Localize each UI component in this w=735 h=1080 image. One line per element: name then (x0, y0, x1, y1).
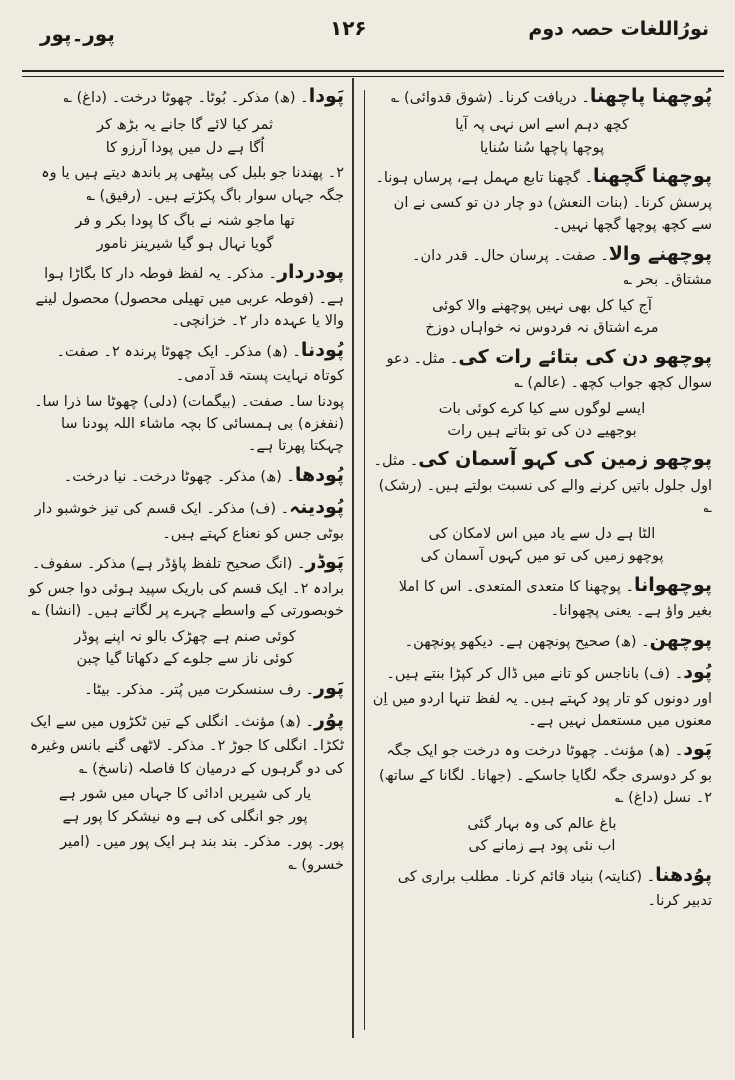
verse-block (372, 114, 712, 159)
verse-line: یار کی شیریں ادائی کا جہاں میں شور ہے (58, 786, 312, 803)
entry-definition: ۲۔ پھندنا جو بلبل کی پیٹھی پر باندھ دیتے ہیں یا وہ جگہ جہاں سوار باگ پکڑتے ہیں۔ (رفیق) ؎ (41, 165, 344, 204)
entry-headword: پوُر (314, 709, 344, 732)
entry-headword: پَوڈر (305, 551, 344, 574)
verse-block (26, 626, 344, 671)
entry-headword: پوچھنا گچھنا (593, 165, 712, 188)
entry-definition: پور۔ پور۔ مذکر۔ بند بند ہر ایک پور میں۔ (امیر خسرو) ؎ (60, 834, 344, 873)
page-header-entry-range: پور۔پور (40, 22, 115, 46)
dictionary-entry (26, 82, 344, 111)
entry-headword: پَود (683, 738, 712, 761)
entry-headword: پوچھو دن کی بتائے رات کی (458, 345, 712, 368)
verse-block (372, 398, 712, 443)
verse-line: کوئی صنم ہے چھڑک بالو نہ اپنے پوڈر (74, 628, 296, 645)
entry-headword: پَور (314, 676, 344, 699)
dictionary-entry (372, 445, 712, 519)
entry-headword: پُودنا (300, 338, 344, 361)
entry-definition: ۔ (ھ) مذکر۔ ایک چھوٹا پرندہ ۲۔ صفت۔ کوتاہ نہایت پستہ قد آدمی۔ (56, 343, 344, 385)
dictionary-entry (26, 461, 344, 490)
verse-line: باغ عالم کی وہ بہار گئی (467, 815, 617, 832)
column-divider-inner (364, 90, 365, 1030)
entry-headword: پوچھو زمین کی کہو آسمان کی (418, 448, 712, 471)
dictionary-entry (372, 658, 712, 732)
verse-line: پور جو انگلی کی ہے وہ نیشکر کا پور ہے (62, 808, 308, 825)
entry-definition: ۔ مثل۔ دعو سوال کچھ جواب کچھ۔ (عالم) ؎ (386, 350, 712, 392)
verse-line: تھا ماجو شنہ نے باگ کا پودا بکر و فر (75, 213, 295, 230)
verse-line: کچھ دہم اسے اس نہی پہ آیا (455, 117, 629, 134)
header-rule (22, 70, 724, 72)
dictionary-entry (372, 343, 712, 395)
dictionary-entry (372, 735, 712, 809)
verse-line: ثمر کیا لائے گا جانے یہ بڑھ کر (96, 117, 273, 134)
entry-headword: پُودینہ (289, 496, 344, 519)
dictionary-entry (372, 571, 712, 623)
entry-definition: ۔ مذکر۔ یہ لفظ فوطہ دار کا بگاڑا ہوا ہے۔ (فوطہ عربی میں تھیلی محصول) محصول لینے والا یا عہدہ دار ۲۔ خزانچی۔ (35, 266, 344, 330)
verse-line: الٹا ہے دل سے یاد میں اس لامکان کی (428, 525, 656, 542)
dictionary-entry (26, 674, 344, 703)
dictionary-entry (372, 82, 712, 111)
verse-block (372, 813, 712, 858)
entry-headword: پوچھوانا (634, 573, 712, 596)
entry-headword: پوُدھنا (655, 863, 712, 886)
verse-line: اُگا ہے دل میں پودا آرزو کا (105, 139, 265, 156)
dictionary-entry (26, 831, 344, 876)
entry-definition: ۔ (انگ صحیح تلفظ پاؤڈر ہے) مذکر۔ سفوف۔ برادہ ۲۔ ایک قسم کی باریک سپید ہوئی دوا جس کو خوبصورتی کے واسطے چہرے پر لگاتے ہیں۔ (انشا) ؎ (28, 556, 344, 620)
page-header-book-title: نورُاللغات حصہ دوم (528, 18, 709, 40)
verse-block (26, 114, 344, 159)
dictionary-entry (372, 240, 712, 292)
verse-line: گویا نہال ہو گیا شیرینز نامور (96, 235, 274, 252)
dictionary-entry (26, 336, 344, 388)
entry-definition: ۔ (ھ) مذکر۔ چھوٹا درخت۔ نیا درخت۔ (63, 468, 295, 485)
entry-headword: پُود (683, 661, 712, 684)
entry-definition: ۔ (ھ) مؤنث۔ انگلی کے تین ٹکڑوں میں سے ایک ٹکڑا۔ انگلی کا جوڑ ۲۔ مذکر۔ لاٹھی گنے بانس وغیرہ کی دو گرہوں کے درمیان کا فاصلہ (ناسخ) ؎ (29, 714, 344, 777)
header-rule-thin (22, 76, 724, 77)
entry-headword: پوچھن (649, 628, 712, 651)
entry-definition: ۔ پوچھنا کا متعدی المتعدی۔ اس کا املا بغیر واؤ ہے۔ یعنی پچھوانا۔ (398, 578, 712, 620)
verse-block (26, 210, 344, 255)
dictionary-entry (26, 258, 344, 332)
verse-line: پوچھا پاچھا سُنا سُنایا (479, 139, 605, 156)
entry-definition: ۔ مثل۔ اول جلول باتیں کرنے والے کی نسبت بولتے ہیں۔ (رشک) ؎ (373, 453, 712, 517)
entry-definition: پودنا سا۔ صفت۔ (بیگمات) (دلی) چھوٹا سا ذرا سا۔ (نفغزہ) بی ہمسائی کا بچہ ماشاء اللہ پودنا سا چہکتا پھرتا ہے۔ (34, 393, 344, 455)
entry-definition: ۔ گچھنا تابع مہمل ہے، پرساں ہونا۔ پرسش کرنا۔ (بنات النعش) دو چار دن تو کسی نے ان سے کچھ پوچھا گچھا نہیں۔ (375, 170, 712, 234)
entry-definition: ۔ (ف) باناجس کو تانے میں ڈال کر کپڑا بنتے ہیں۔ اور دونوں کو تار پود کہتے ہیں۔ یہ لفظ تنہا اردو میں اِن معنوں میں مستعمل نہیں ہے۔ (372, 666, 712, 729)
entry-definition: ۔ دریافت کرنا۔ (شوق قدوائی) ؎ (390, 90, 590, 106)
entry-definition: ۔ (ھ) مذکر۔ بُوٹا۔ چھوٹا درخت۔ (داغ) ؎ (63, 90, 309, 106)
verse-line: آج کیا کل بھی نہیں پوچھنے والا کوئی (432, 297, 652, 314)
verse-line: کوئی ناز سے جلوے کے دکھاتا گیا چبن (76, 651, 294, 668)
entry-definition: ۔ صفت۔ پرسان حال۔ قدر دان۔ مشتاق۔ بحر ؎ (411, 247, 712, 289)
right-column (372, 82, 712, 916)
verse-line: پوچھو زمیں کی تو میں کہوں آسمان کی (420, 548, 664, 565)
dictionary-entry (26, 548, 344, 622)
dictionary-entry (26, 162, 344, 207)
verse-block (372, 523, 712, 568)
left-column (26, 82, 344, 879)
page-number: ۱۲۶ (330, 16, 367, 40)
entry-definition: ۔ (ف) مذکر۔ ایک قسم کی تیز خوشبو دار بوٹی جس کو نعناع کہتے ہیں۔ (34, 501, 344, 542)
entry-headword: پودردار (277, 261, 344, 284)
entry-definition: ۔ (ھ) مؤنث۔ چھوٹا درخت وہ درخت جو ایک جگہ بو کر دوسری جگہ لگایا جاسکے۔ (جھانا۔ لگانا کے ساتھ) ۲۔ نسل (داغ) ؎ (379, 743, 712, 807)
entry-definition: ۔ (ھ) صحیح پونچھن ہے۔ دیکھو پونچھن۔ (404, 633, 650, 650)
dictionary-entry (26, 493, 344, 545)
entry-definition: ۔ رف سنسکرت میں پُتر۔ مذکر۔ بیٹا۔ (84, 681, 315, 698)
dictionary-entry (26, 391, 344, 458)
column-divider (352, 78, 354, 1038)
dictionary-entry (26, 706, 344, 780)
entry-headword: پَودا (308, 85, 344, 107)
verse-line: اب نئی پود ہے زمانے کی (468, 838, 616, 855)
verse-line: مرے اشتاق نہ فردوس نہ خواہاں دوزخ (425, 320, 659, 337)
dictionary-entry (372, 861, 712, 913)
verse-block (372, 295, 712, 340)
entry-headword: پُوچھنا پاچھنا (589, 85, 712, 107)
dictionary-entry (372, 162, 712, 236)
entry-definition: ۔ (کنایتہ) بنیاد قائم کرنا۔ مطلب براری کی تدبیر کرنا۔ (397, 868, 712, 910)
entry-headword: پُودھا (294, 463, 344, 486)
verse-block (26, 783, 344, 828)
entry-headword: پوچھنے والا (608, 242, 712, 265)
verse-line: بوجھیے دن کی تو بتاتے ہیں رات (447, 422, 637, 439)
verse-line: ایسے لوگوں سے کیا کرے کوئی بات (438, 400, 646, 417)
dictionary-entry (372, 626, 712, 655)
